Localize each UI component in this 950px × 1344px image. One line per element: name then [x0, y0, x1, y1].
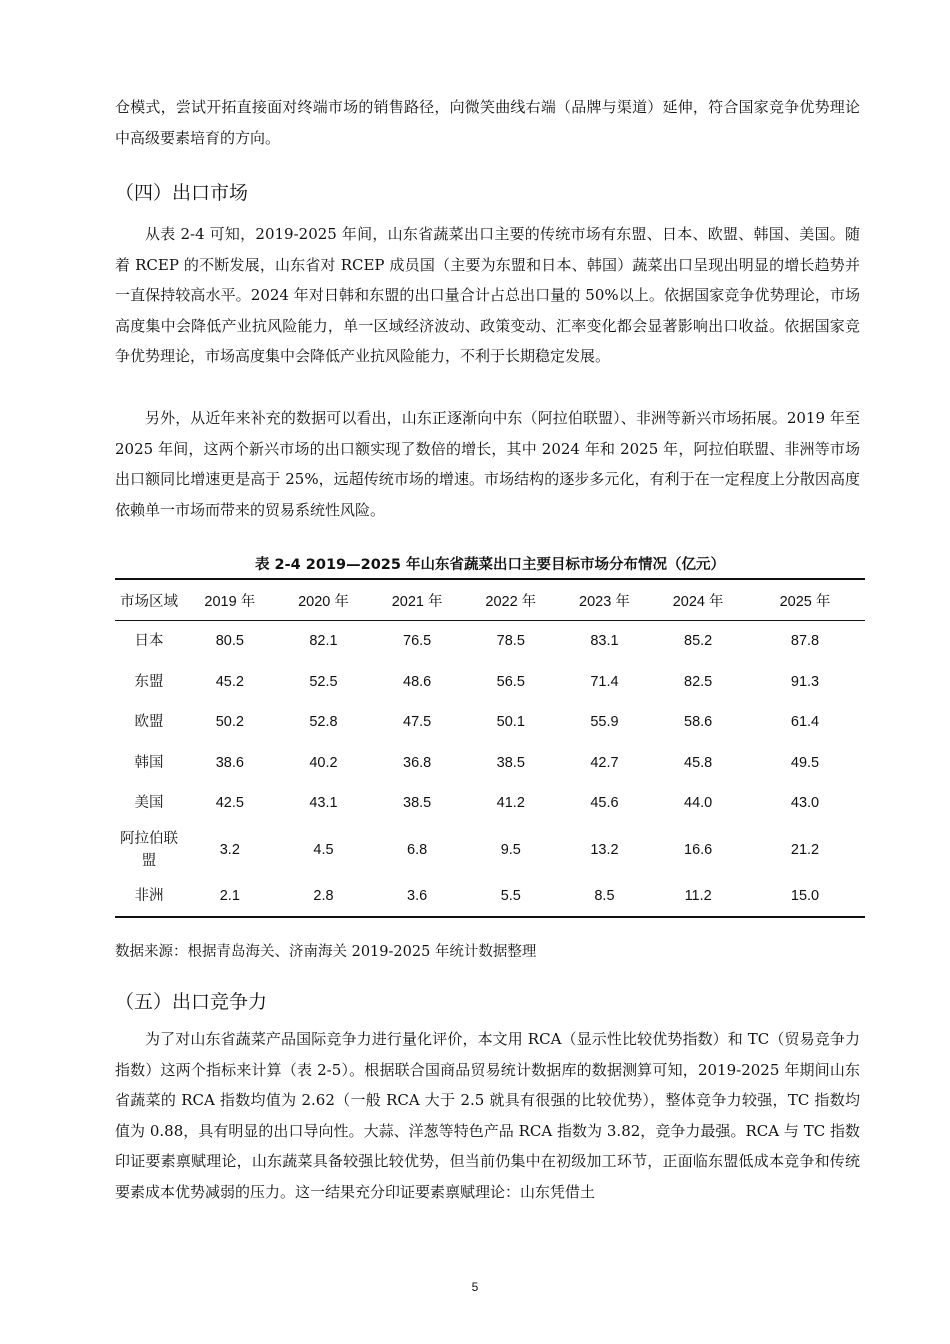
- table-cell: 80.5: [215, 633, 244, 650]
- table-cell: 8.5: [594, 887, 615, 904]
- column-header-2021: 2021 年: [370, 579, 464, 621]
- row-region: 韩国: [134, 754, 164, 771]
- table-cell: 45.2: [215, 673, 244, 690]
- table-cell: 82.1: [309, 633, 338, 650]
- column-header-region: 市场区域: [115, 579, 183, 621]
- table-cell: 41.2: [496, 795, 525, 812]
- table-cell: 42.7: [590, 754, 619, 771]
- table-cell: 45.8: [684, 754, 713, 771]
- table-cell: 78.5: [496, 633, 525, 650]
- section-heading-export-competitiveness: （五）出口竞争力: [115, 991, 268, 1013]
- table-cell: 82.5: [684, 673, 713, 690]
- row-region: 非洲: [134, 887, 164, 904]
- section-heading-export-markets: （四）出口市场: [115, 182, 249, 204]
- table-source-note: 数据来源：根据青岛海关、济南海关 2019-2025 年统计数据整理: [115, 944, 537, 960]
- table-cell: 11.2: [684, 887, 712, 904]
- table-cell: 2.8: [313, 887, 334, 904]
- row-region: 阿拉伯联盟: [120, 830, 178, 869]
- paragraph-traditional-markets: 从表 2-4 可知，2019-2025 年间，山东省蔬菜出口主要的传统市场有东盟、日本、欧盟、韩国、美国。随着 RCEP 的不断发展，山东省对 RCEP 成员国（主要为东盟和日本、韩国）蔬菜出口呈现出明显的增长趋势并一直保持较高水平。2024 年对日韩和东盟的出口量合计占总出口量的 50%以上。依据国家竞争优势理论，市场高度集中会降低产业抗风险能力，单一区域经济波动、政策变动、汇率变化都会显著影响出口收益。依据国家竞争优势理论，市场高度集中会降低产业抗风险能力，不利于长期稳定发展。: [115, 225, 860, 365]
- table-cell: 49.5: [790, 754, 820, 771]
- paragraph-competitiveness: 为了对山东省蔬菜产品国际竞争力进行量化评价，本文用 RCA（显示性比较优势指数）和 TC（贸易竞争力指数）这两个指标来计算（表 2-5）。根据联合国商品贸易统计数据库的数据测算可知，2019-2025 年期间山东省蔬菜的 RCA 指数均值为 2.62（一般 RCA 大于 2.5 就具有很强的比较优势），整体竞争力较强，TC 指数均值为 0.88，具有明显的出口导向性。大蒜、洋葱等特色产品 RCA 指数为 3.82，竞争力最强。RCA 与 TC 指数印证要素禀赋理论，山东蔬菜具备较强比较优势，但当前仍集中在初级加工环节，正面临东盟低成本竞争和传统要素成本优势减弱的压力。这一结果充分印证要素禀赋理论：山东凭借土: [115, 1030, 860, 1201]
- table-cell: 5.5: [500, 887, 521, 904]
- table-cell: 9.5: [500, 841, 521, 858]
- table-row: [115, 876, 865, 918]
- table-cell: 50.2: [215, 714, 244, 731]
- table-cell: 13.2: [590, 841, 619, 858]
- table-row: [115, 743, 865, 784]
- table-cell: 43.1: [309, 795, 338, 812]
- table-cell: 47.5: [403, 714, 432, 731]
- table-cell: 4.5: [313, 841, 334, 858]
- table-cell: 61.4: [790, 714, 820, 731]
- table-cell: 16.6: [684, 841, 713, 858]
- column-header-2025: 2025 年: [745, 579, 865, 621]
- column-header-2020: 2020 年: [277, 579, 371, 621]
- paragraph-emerging-markets: 另外，从近年来补充的数据可以看出，山东正逐渐向中东（阿拉伯联盟）、非洲等新兴市场拓展。2019 年至 2025 年间，这两个新兴市场的出口额实现了数倍的增长，其中 2024 年和 2025 年，阿拉伯联盟、非洲等市场出口额同比增速更是高于 25%，远超传统市场的增速。市场结构的逐步多元化，有利于在一定程度上分散因高度依赖单一市场而带来的贸易系统性风险。: [115, 409, 860, 519]
- row-region: 日本: [134, 633, 164, 650]
- table-cell: 85.2: [684, 633, 713, 650]
- table-cell: 45.6: [590, 795, 619, 812]
- table-cell: 71.4: [590, 673, 619, 690]
- table-cell: 3.6: [407, 887, 428, 904]
- table-cell: 15.0: [790, 887, 820, 904]
- table-cell: 36.8: [403, 754, 432, 771]
- table-header-row: [115, 579, 865, 621]
- table-row: [115, 662, 865, 703]
- table-cell: 55.9: [590, 714, 619, 731]
- table-row: [115, 783, 865, 824]
- table-cell: 38.6: [215, 754, 244, 771]
- table-row: [115, 621, 865, 662]
- table-cell: 43.0: [790, 795, 820, 812]
- table-cell: 21.2: [790, 841, 820, 858]
- column-header-2024: 2024 年: [651, 579, 745, 621]
- column-header-2023: 2023 年: [558, 579, 652, 621]
- table-cell: 52.8: [309, 714, 338, 731]
- column-header-2019: 2019 年: [183, 579, 277, 621]
- page-number: 5: [471, 1280, 479, 1294]
- table-cell: 38.5: [403, 795, 432, 812]
- table-cell: 52.5: [309, 673, 338, 690]
- table-cell: 87.8: [790, 633, 820, 650]
- table-cell: 3.2: [219, 841, 240, 858]
- table-cell: 2.1: [219, 887, 240, 904]
- table-cell: 48.6: [403, 673, 432, 690]
- column-header-2022: 2022 年: [464, 579, 558, 621]
- paragraph-continuation: 仓模式，尝试开拓直接面对终端市场的销售路径，向微笑曲线右端（品牌与渠道）延伸，符合国家竞争优势理论中高级要素培育的方向。: [115, 98, 860, 147]
- table-cell: 91.3: [790, 673, 820, 690]
- row-region: 欧盟: [134, 714, 164, 731]
- row-region: 东盟: [134, 673, 164, 690]
- export-market-table: [115, 578, 865, 918]
- table-cell: 6.8: [407, 841, 428, 858]
- table-caption: 表 2-4 2019—2025 年山东省蔬菜出口主要目标市场分布情况（亿元）: [254, 557, 726, 573]
- table-cell: 42.5: [215, 795, 244, 812]
- table-cell: 83.1: [590, 633, 619, 650]
- row-region: 美国: [134, 795, 164, 812]
- table-cell: 50.1: [496, 714, 525, 731]
- table-row: [115, 702, 865, 743]
- table-cell: 58.6: [684, 714, 713, 731]
- table-cell: 56.5: [496, 673, 525, 690]
- table-row: [115, 824, 865, 876]
- table-cell: 40.2: [309, 754, 338, 771]
- table-cell: 38.5: [496, 754, 525, 771]
- table-cell: 76.5: [403, 633, 432, 650]
- table-cell: 44.0: [684, 795, 713, 812]
